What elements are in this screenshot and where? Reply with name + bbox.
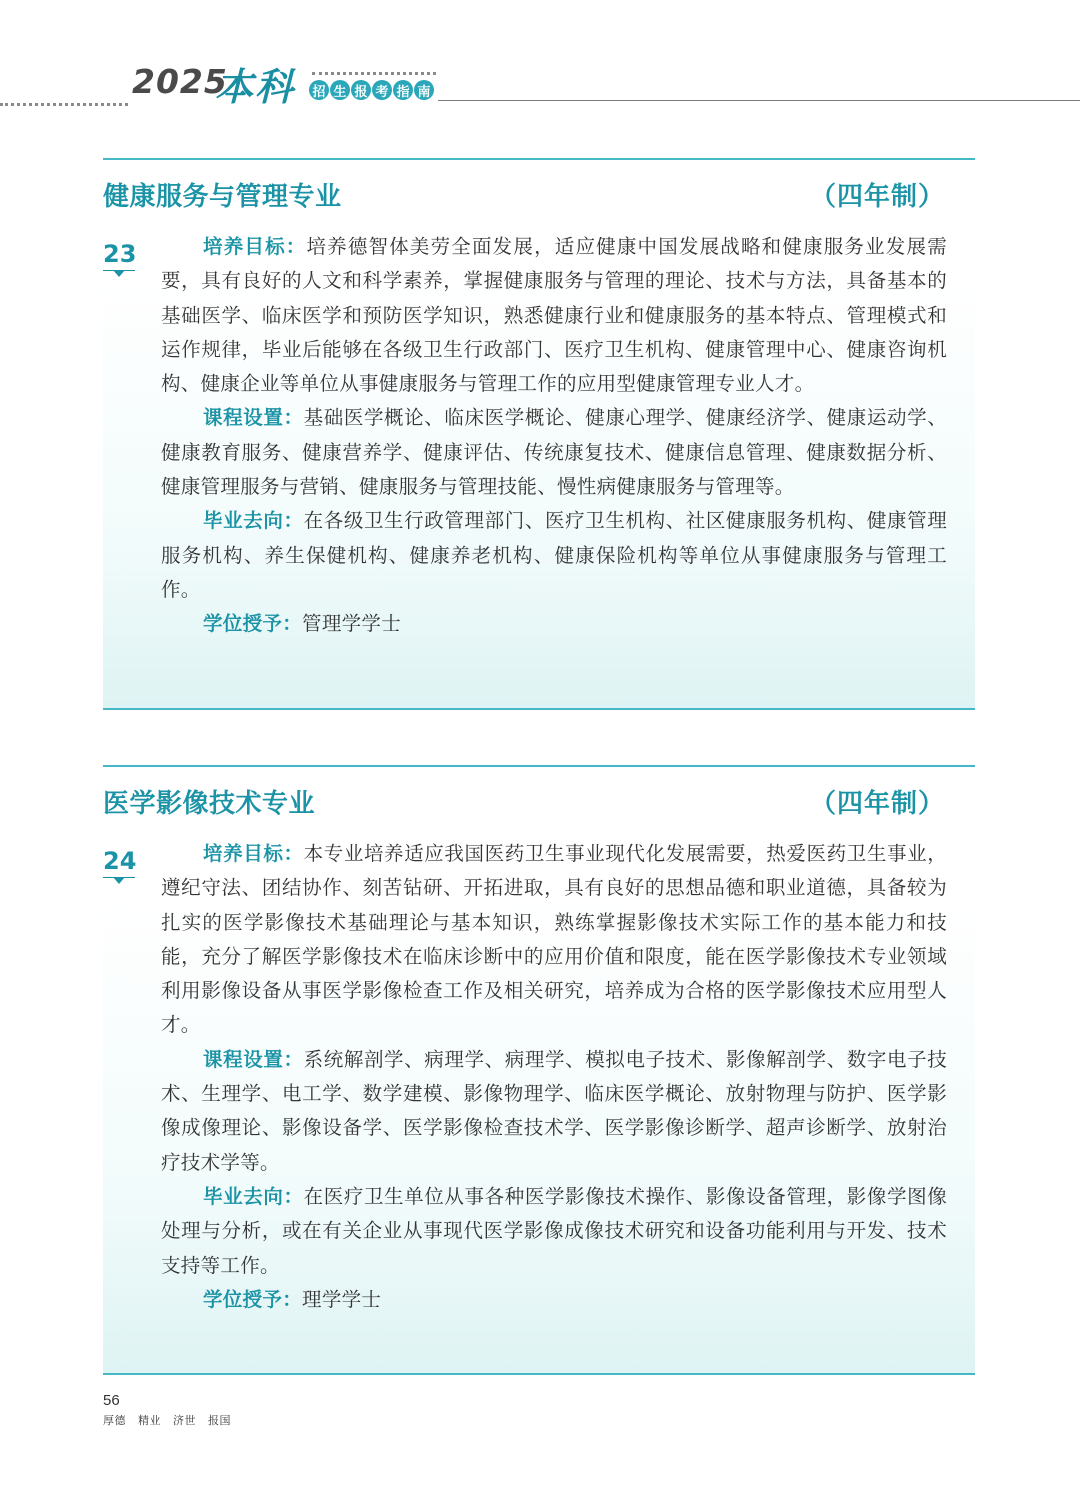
- major-title: 健康服务与管理专业: [103, 182, 342, 212]
- header-dotted-rule-left: [0, 103, 128, 106]
- text-courses: 系统解剖学、病理学、病理学、模拟电子技术、影像解剖学、数字电子技术、生理学、电工学、数学建模、影像物理学、临床医学概论、放射物理与防护、医学影像成像理论、影像设备学、医学影像检查技术学、医学影像诊断学、超声诊断学、放射治疗技术学等。: [161, 1047, 947, 1174]
- header-dotted-rule-top: [312, 72, 436, 75]
- subtitle-char: 指: [393, 80, 413, 100]
- major-number-pointer: [113, 270, 125, 277]
- subtitle-char: 南: [414, 80, 434, 100]
- major-number-pointer: [113, 877, 125, 884]
- label-career: 毕业去向：: [203, 1184, 304, 1208]
- text-career: 在医疗卫生单位从事各种医学影像技术操作、影像设备管理，影像学图像处理与分析，或在有关企业从事现代医学影像成像技术研究和设备功能利用与开发、技术支持等工作。: [161, 1184, 947, 1277]
- label-degree: 学位授予：: [203, 1287, 303, 1311]
- paragraph-career: [161, 504, 947, 607]
- footer-motto: 厚德 精业 济世 报国: [103, 1414, 231, 1427]
- label-training-goal: 培养目标：: [203, 235, 307, 258]
- text-career: 在各级卫生行政管理部门、医疗卫生机构、社区健康服务机构、健康管理服务机构、养生保健机构、健康养老机构、健康保险机构等单位从事健康服务与管理工作。: [161, 509, 947, 601]
- text-training-goal: 本专业培养适应我国医药卫生事业现代化发展需要，热爱医药卫生事业，遵纪守法、团结协作、刻苦钻研、开拓进取，具有良好的思想品德和职业道德，具备较为扎实的医学影像技术基础理论与基本知识，熟练掌握影像技术实际工作的基本能力和技能，充分了解医学影像技术在临床诊断中的应用价值和限度，能在医学影像技术专业领域利用影像设备从事医学影像检查工作及相关研究，培养成为合格的医学影像技术应用型人才。: [161, 842, 947, 1037]
- header-year: 2025: [132, 62, 228, 101]
- label-career: 毕业去向：: [203, 509, 304, 533]
- major-duration: （四年制）: [809, 789, 945, 819]
- label-courses: 课程设置：: [203, 406, 304, 430]
- major-description: [161, 837, 947, 1317]
- paragraph-courses: [161, 1043, 947, 1180]
- subtitle-char: 招: [309, 80, 329, 100]
- subtitle-char: 考: [372, 80, 392, 100]
- text-degree: 管理学学士: [302, 612, 402, 636]
- paragraph-career: [161, 1180, 947, 1283]
- header-subtitle: [309, 80, 434, 100]
- paragraph-courses: [161, 401, 947, 504]
- paragraph-training-goal: [161, 837, 947, 1043]
- major-title: 医学影像技术专业: [103, 789, 316, 819]
- paragraph-training-goal: [161, 230, 947, 401]
- header-rule: [438, 100, 1080, 101]
- subtitle-char: 报: [351, 80, 371, 100]
- major-number: 23: [103, 240, 137, 268]
- major-section-health-management: [103, 158, 975, 710]
- page-number: 56: [103, 1392, 120, 1409]
- label-degree: 学位授予：: [203, 612, 303, 636]
- header-title: 本科: [215, 65, 296, 109]
- text-courses: 基础医学概论、临床医学概论、健康心理学、健康经济学、健康运动学、健康教育服务、健康营养学、健康评估、传统康复技术、健康信息管理、健康数据分析、健康管理服务与营销、健康服务与管理技能、慢性病健康服务与管理等。: [161, 406, 947, 499]
- label-training-goal: 培养目标：: [203, 842, 304, 865]
- subtitle-char: 生: [330, 80, 350, 100]
- label-courses: 课程设置：: [203, 1047, 304, 1071]
- major-duration: （四年制）: [809, 182, 945, 212]
- major-section-medical-imaging: [103, 765, 975, 1375]
- major-number: 24: [103, 847, 137, 875]
- major-description: [161, 230, 947, 642]
- text-training-goal: 培养德智体美劳全面发展，适应健康中国发展战略和健康服务业发展需要，具有良好的人文和科学素养，掌握健康服务与管理的理论、技术与方法，具备基本的基础医学、临床医学和预防医学知识，熟悉健康行业和健康服务的基本特点、管理模式和运作规律，毕业后能够在各级卫生行政部门、医疗卫生机构、健康管理中心、健康咨询机构、健康企业等单位从事健康服务与管理工作的应用型健康管理专业人才。: [161, 235, 947, 396]
- paragraph-degree: [161, 607, 947, 641]
- text-degree: 理学学士: [302, 1287, 382, 1311]
- paragraph-degree: [161, 1283, 947, 1317]
